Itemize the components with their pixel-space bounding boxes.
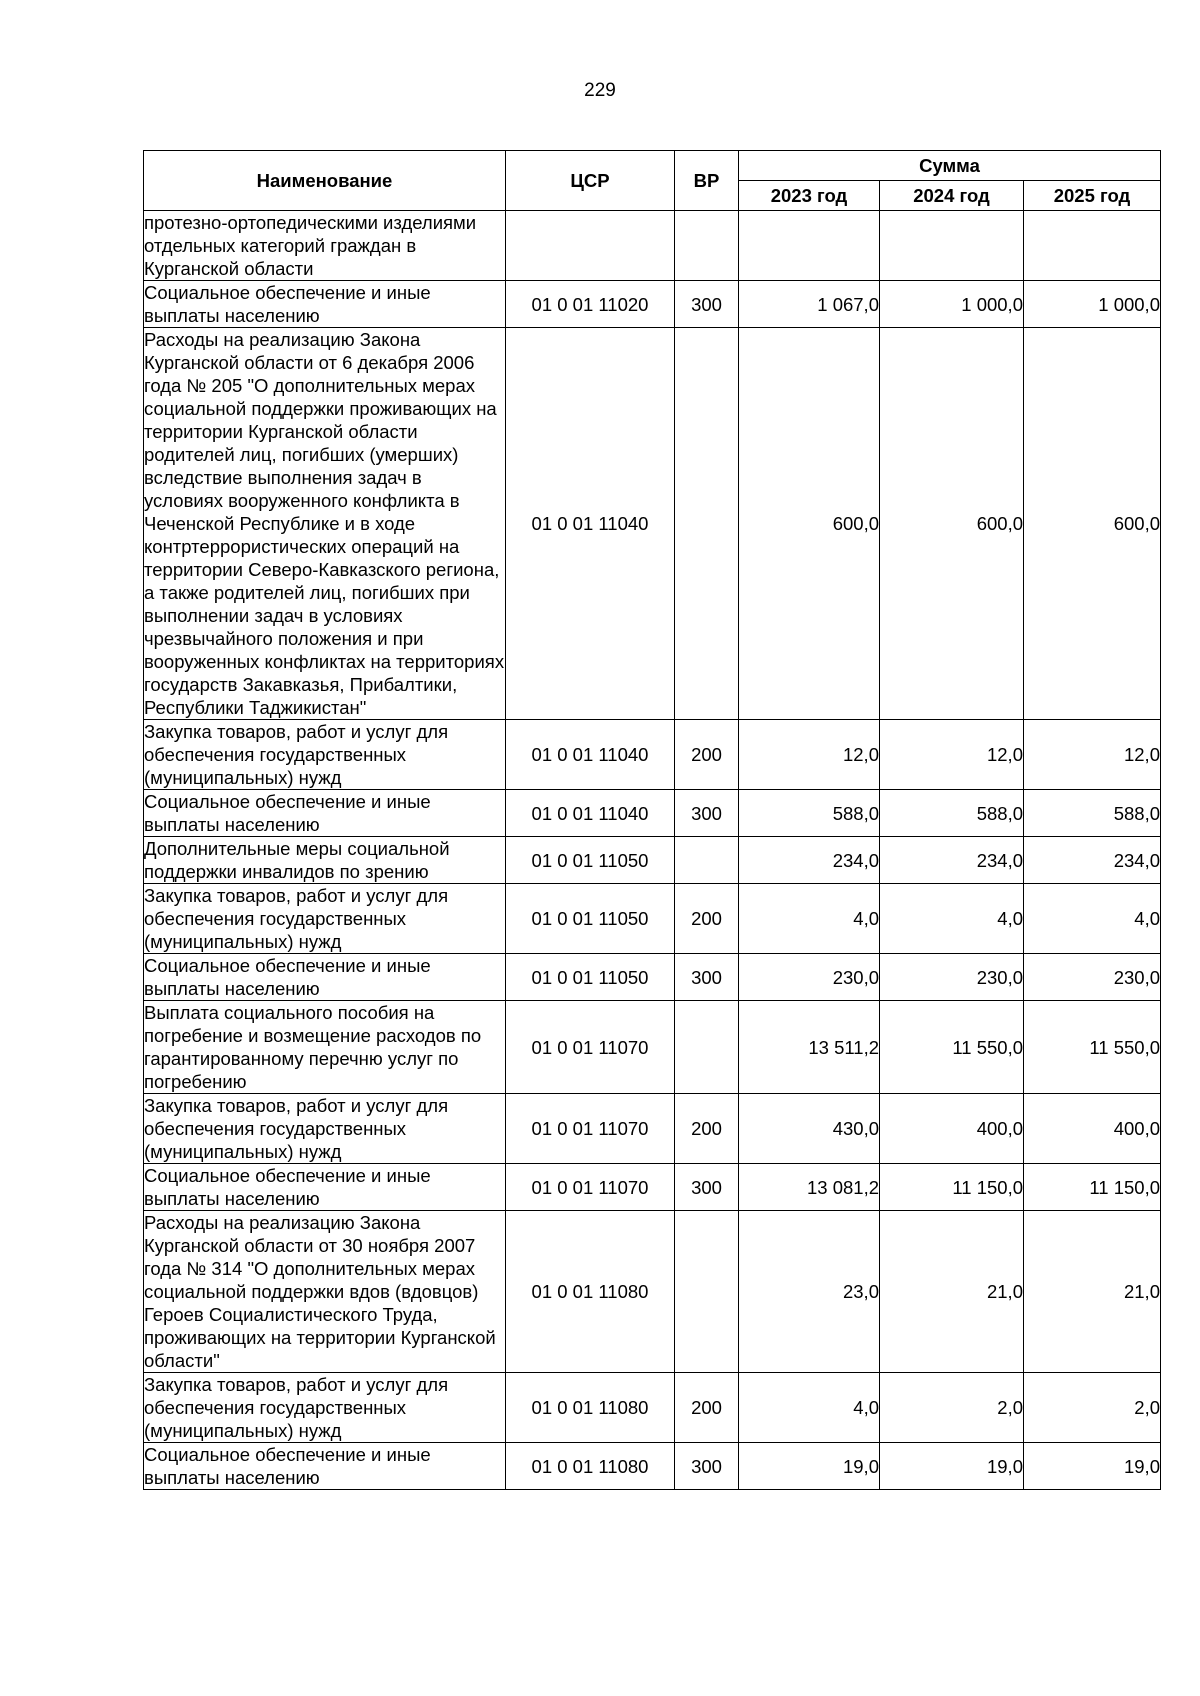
row-vr bbox=[675, 1211, 739, 1373]
header-row bbox=[144, 151, 1161, 181]
row-csr: 01 0 01 11050 bbox=[506, 837, 675, 884]
row-sum-2025: 234,0 bbox=[1024, 837, 1161, 884]
row-sum-2025: 230,0 bbox=[1024, 954, 1161, 1001]
row-sum-2025: 11 550,0 bbox=[1024, 1001, 1161, 1094]
header-sum: Сумма bbox=[739, 151, 1161, 181]
row-sum-2024: 4,0 bbox=[880, 884, 1024, 954]
row-vr: 300 bbox=[675, 1164, 739, 1211]
row-name: Закупка товаров, работ и услуг для обеспечения государственных (муниципальных) нужд bbox=[144, 884, 506, 954]
row-csr: 01 0 01 11050 bbox=[506, 884, 675, 954]
table-row bbox=[144, 884, 1161, 954]
row-name: Закупка товаров, работ и услуг для обеспечения государственных (муниципальных) нужд bbox=[144, 720, 506, 790]
budget-table bbox=[143, 150, 1161, 1490]
header-csr: ЦСР bbox=[506, 151, 675, 211]
row-name: Дополнительные меры социальной поддержки инвалидов по зрению bbox=[144, 837, 506, 884]
row-sum-2024: 400,0 bbox=[880, 1094, 1024, 1164]
row-name: Социальное обеспечение и иные выплаты населению bbox=[144, 281, 506, 328]
row-csr bbox=[506, 211, 675, 281]
row-csr: 01 0 01 11040 bbox=[506, 328, 675, 720]
row-sum-2023: 23,0 bbox=[739, 1211, 880, 1373]
row-sum-2024: 19,0 bbox=[880, 1443, 1024, 1490]
row-vr: 200 bbox=[675, 720, 739, 790]
row-sum-2025: 588,0 bbox=[1024, 790, 1161, 837]
row-sum-2023: 19,0 bbox=[739, 1443, 880, 1490]
table-row bbox=[144, 281, 1161, 328]
row-vr bbox=[675, 837, 739, 884]
row-csr: 01 0 01 11020 bbox=[506, 281, 675, 328]
row-sum-2024: 234,0 bbox=[880, 837, 1024, 884]
row-name: протезно-ортопедическими изделиями отдельных категорий граждан в Курганской области bbox=[144, 211, 506, 281]
row-csr: 01 0 01 11040 bbox=[506, 790, 675, 837]
row-name: Закупка товаров, работ и услуг для обеспечения государственных (муниципальных) нужд bbox=[144, 1373, 506, 1443]
table-row bbox=[144, 1373, 1161, 1443]
table-row bbox=[144, 954, 1161, 1001]
row-sum-2025: 4,0 bbox=[1024, 884, 1161, 954]
row-sum-2023 bbox=[739, 211, 880, 281]
row-sum-2023: 430,0 bbox=[739, 1094, 880, 1164]
row-vr: 200 bbox=[675, 1094, 739, 1164]
row-vr: 300 bbox=[675, 954, 739, 1001]
row-sum-2024: 230,0 bbox=[880, 954, 1024, 1001]
row-sum-2025: 21,0 bbox=[1024, 1211, 1161, 1373]
row-sum-2023: 13 511,2 bbox=[739, 1001, 880, 1094]
row-sum-2025: 12,0 bbox=[1024, 720, 1161, 790]
row-vr: 300 bbox=[675, 790, 739, 837]
header-2023: 2023 год bbox=[739, 181, 880, 211]
row-sum-2023: 4,0 bbox=[739, 884, 880, 954]
table-row bbox=[144, 211, 1161, 281]
row-sum-2024: 11 150,0 bbox=[880, 1164, 1024, 1211]
row-sum-2024 bbox=[880, 211, 1024, 281]
row-sum-2024: 600,0 bbox=[880, 328, 1024, 720]
row-vr bbox=[675, 1001, 739, 1094]
row-csr: 01 0 01 11080 bbox=[506, 1443, 675, 1490]
page-number: 229 bbox=[584, 80, 616, 101]
row-sum-2025: 11 150,0 bbox=[1024, 1164, 1161, 1211]
row-csr: 01 0 01 11080 bbox=[506, 1373, 675, 1443]
row-csr: 01 0 01 11080 bbox=[506, 1211, 675, 1373]
row-sum-2024: 588,0 bbox=[880, 790, 1024, 837]
row-sum-2025: 19,0 bbox=[1024, 1443, 1161, 1490]
row-name: Выплата социального пособия на погребение и возмещение расходов по гарантированному перечню услуг по погребению bbox=[144, 1001, 506, 1094]
row-sum-2024: 21,0 bbox=[880, 1211, 1024, 1373]
table-row bbox=[144, 1001, 1161, 1094]
row-sum-2024: 11 550,0 bbox=[880, 1001, 1024, 1094]
header-2025: 2025 год bbox=[1024, 181, 1161, 211]
row-vr bbox=[675, 211, 739, 281]
row-sum-2023: 600,0 bbox=[739, 328, 880, 720]
row-name: Закупка товаров, работ и услуг для обеспечения государственных (муниципальных) нужд bbox=[144, 1094, 506, 1164]
row-sum-2023: 4,0 bbox=[739, 1373, 880, 1443]
row-csr: 01 0 01 11070 bbox=[506, 1164, 675, 1211]
row-csr: 01 0 01 11070 bbox=[506, 1094, 675, 1164]
row-sum-2024: 12,0 bbox=[880, 720, 1024, 790]
row-name: Социальное обеспечение и иные выплаты населению bbox=[144, 954, 506, 1001]
row-vr bbox=[675, 328, 739, 720]
row-vr: 200 bbox=[675, 1373, 739, 1443]
row-sum-2024: 2,0 bbox=[880, 1373, 1024, 1443]
row-name: Социальное обеспечение и иные выплаты населению bbox=[144, 790, 506, 837]
row-sum-2025: 2,0 bbox=[1024, 1373, 1161, 1443]
row-sum-2023: 12,0 bbox=[739, 720, 880, 790]
row-sum-2024: 1 000,0 bbox=[880, 281, 1024, 328]
row-vr: 300 bbox=[675, 1443, 739, 1490]
table-row bbox=[144, 1211, 1161, 1373]
row-sum-2025: 600,0 bbox=[1024, 328, 1161, 720]
row-csr: 01 0 01 11050 bbox=[506, 954, 675, 1001]
row-name: Социальное обеспечение и иные выплаты населению bbox=[144, 1164, 506, 1211]
row-sum-2023: 13 081,2 bbox=[739, 1164, 880, 1211]
table-row bbox=[144, 790, 1161, 837]
row-sum-2023: 234,0 bbox=[739, 837, 880, 884]
row-name: Расходы на реализацию Закона Курганской области от 30 ноября 2007 года № 314 "О дополнительных мерах социальной поддержки вдов (вдовцов) Героев Социалистического Труда, проживающих на территории Курганской области" bbox=[144, 1211, 506, 1373]
header-name: Наименование bbox=[144, 151, 506, 211]
header-2024: 2024 год bbox=[880, 181, 1024, 211]
row-sum-2023: 230,0 bbox=[739, 954, 880, 1001]
table-row bbox=[144, 1094, 1161, 1164]
header-vr: ВР bbox=[675, 151, 739, 211]
row-csr: 01 0 01 11070 bbox=[506, 1001, 675, 1094]
row-sum-2025 bbox=[1024, 211, 1161, 281]
table-row bbox=[144, 1443, 1161, 1490]
row-sum-2023: 588,0 bbox=[739, 790, 880, 837]
row-name: Расходы на реализацию Закона Курганской области от 6 декабря 2006 года № 205 "О дополнительных мерах социальной поддержки проживающих на территории Курганской области родителей лиц, погибших (умерших) вследствие выполнения задач в условиях вооруженного конфликта в Чеченской Республике и в ходе контртеррористических операций на территории Северо-Кавказского региона, а также родителей лиц, погибших при выполнении задач в условиях чрезвычайного положения и при вооруженных конфликтах на территориях государств Закавказья, Прибалтики, Республики Таджикистан" bbox=[144, 329, 505, 718]
row-name: Социальное обеспечение и иные выплаты населению bbox=[144, 1443, 506, 1490]
row-sum-2025: 400,0 bbox=[1024, 1094, 1161, 1164]
row-vr: 200 bbox=[675, 884, 739, 954]
table-row bbox=[144, 720, 1161, 790]
row-csr: 01 0 01 11040 bbox=[506, 720, 675, 790]
table-row bbox=[144, 328, 1161, 720]
row-sum-2025: 1 000,0 bbox=[1024, 281, 1161, 328]
table-row bbox=[144, 1164, 1161, 1211]
table-row bbox=[144, 837, 1161, 884]
row-vr: 300 bbox=[675, 281, 739, 328]
row-sum-2023: 1 067,0 bbox=[739, 281, 880, 328]
